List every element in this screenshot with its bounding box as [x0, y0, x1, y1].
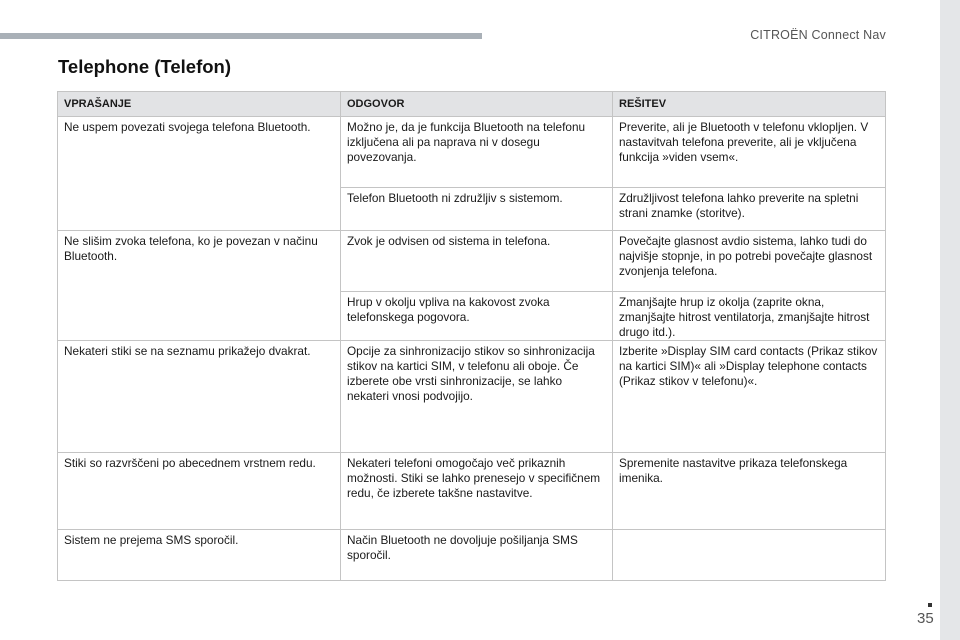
table-row [58, 341, 886, 453]
troubleshooting-table [57, 91, 886, 581]
answer-cell: Način Bluetooth ne dovoljuje pošiljanja SMS sporočil. [341, 530, 613, 581]
table-row [58, 453, 886, 530]
table-header-row [58, 92, 886, 117]
answer-cell: Opcije za sinhronizacijo stikov so sinhronizacija stikov na kartici SIM, v telefonu ali oboje. Če izberete obe vrsti sinhronizacije, se lahko nekateri vnosi podvojijo. [341, 341, 613, 453]
question-cell: Ne uspem povezati svojega telefona Bluetooth. [58, 117, 341, 231]
solution-cell: Zmanjšajte hrup iz okolja (zaprite okna, zmanjšajte hitrost ventilatorja, zmanjšajte hitrost drugo itd.). [613, 292, 886, 341]
solution-cell: Izberite »Display SIM card contacts (Prikaz stikov na kartici SIM)« ali »Display telephone contacts (Prikaz stikov v telefonu)«. [613, 341, 886, 453]
brand-header: CITROËN Connect Nav [750, 28, 886, 42]
question-cell: Nekateri stiki se na seznamu prikažejo dvakrat. [58, 341, 341, 453]
page-edge-strip [940, 0, 960, 640]
table-row [58, 117, 886, 188]
header-rule [0, 33, 482, 39]
answer-cell: Telefon Bluetooth ni združljiv s sistemom. [341, 188, 613, 231]
page-title: Telephone (Telefon) [58, 56, 232, 77]
answer-cell: Možno je, da je funkcija Bluetooth na telefonu izključena ali pa naprava ni v dosegu povezovanja. [341, 117, 613, 188]
solution-cell: Spremenite nastavitve prikaza telefonskega imenika. [613, 453, 886, 530]
answer-cell: Hrup v okolju vpliva na kakovost zvoka telefonskega pogovora. [341, 292, 613, 341]
solution-cell: Povečajte glasnost avdio sistema, lahko tudi do najvišje stopnje, in po potrebi povečajte glasnost zvonjenja telefona. [613, 231, 886, 292]
page-number: 35 [917, 610, 934, 627]
solution-cell: Preverite, ali je Bluetooth v telefonu vklopljen. V nastavitvah telefona preverite, ali je vključena funkcija »viden vsem«. [613, 117, 886, 188]
table-row [58, 530, 886, 581]
answer-cell: Zvok je odvisen od sistema in telefona. [341, 231, 613, 292]
table-row [58, 231, 886, 292]
answer-cell: Nekateri telefoni omogočajo več prikaznih možnosti. Stiki se lahko prenesejo v specifičnem redu, če izberete takšne nastavitve. [341, 453, 613, 530]
continuation-marker [928, 603, 932, 607]
question-cell: Sistem ne prejema SMS sporočil. [58, 530, 341, 581]
question-cell: Stiki so razvrščeni po abecednem vrstnem redu. [58, 453, 341, 530]
solution-cell: Združljivost telefona lahko preverite na spletni strani znamke (storitve). [613, 188, 886, 231]
header-question: VPRAŠANJE [58, 92, 341, 117]
question-cell: Ne slišim zvoka telefona, ko je povezan v načinu Bluetooth. [58, 231, 341, 341]
solution-cell [613, 530, 886, 581]
header-answer: ODGOVOR [341, 92, 613, 117]
header-solution: REŠITEV [613, 92, 886, 117]
